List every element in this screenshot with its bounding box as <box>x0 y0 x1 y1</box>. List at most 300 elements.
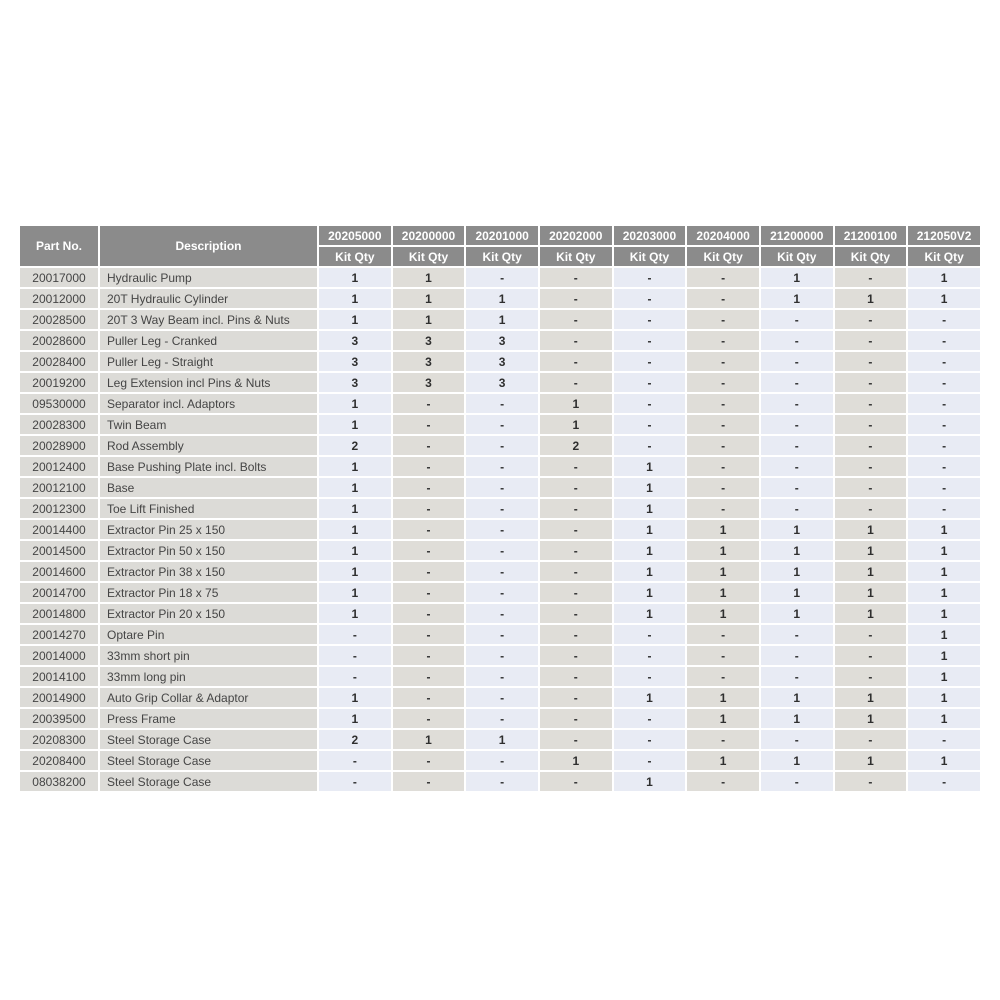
kit-qty-cell: 1 <box>687 562 759 581</box>
kit-qty-cell: 1 <box>319 520 391 539</box>
kit-qty-cell: 1 <box>835 520 907 539</box>
kit-qty-cell: - <box>761 625 833 644</box>
kit-qty-cell: 3 <box>466 373 538 392</box>
kit-qty-cell: 1 <box>835 709 907 728</box>
kit-qty-cell: - <box>687 268 759 287</box>
kit-qty-cell: - <box>687 331 759 350</box>
kit-qty-cell: - <box>687 625 759 644</box>
description-cell: Twin Beam <box>100 415 317 434</box>
kit-qty-cell: 1 <box>835 604 907 623</box>
part-no-cell: 20019200 <box>20 373 98 392</box>
table-row <box>20 646 980 665</box>
table-row <box>20 394 980 413</box>
table-row <box>20 520 980 539</box>
kit-qty-cell: - <box>319 772 391 791</box>
part-no-cell: 20014600 <box>20 562 98 581</box>
table-row <box>20 457 980 476</box>
kit-qty-cell: 1 <box>908 667 980 686</box>
kit-number-header-row <box>20 226 980 245</box>
kit-qty-cell: 1 <box>614 583 686 602</box>
description-cell: Toe Lift Finished <box>100 499 317 518</box>
kit-qty-cell: - <box>687 415 759 434</box>
description-header: Description <box>100 226 317 266</box>
kit-qty-cell: 1 <box>687 709 759 728</box>
description-cell: Extractor Pin 25 x 150 <box>100 520 317 539</box>
part-no-cell: 20028500 <box>20 310 98 329</box>
kit-qty-cell: - <box>466 562 538 581</box>
kit-qty-cell: - <box>761 310 833 329</box>
kit-column-header: 20200000 <box>393 226 465 245</box>
kit-qty-cell: - <box>761 373 833 392</box>
kit-qty-cell: 1 <box>614 772 686 791</box>
kit-qty-cell: - <box>466 583 538 602</box>
kit-qty-cell: 1 <box>319 541 391 560</box>
kit-qty-cell: - <box>540 709 612 728</box>
kit-qty-cell: 1 <box>614 520 686 539</box>
kit-qty-cell: 3 <box>466 352 538 371</box>
kit-qty-cell: 1 <box>761 604 833 623</box>
kit-qty-cell: - <box>466 436 538 455</box>
kit-qty-cell: - <box>687 646 759 665</box>
kit-qty-subheader: Kit Qty <box>908 247 980 266</box>
kit-qty-cell: - <box>761 394 833 413</box>
kit-qty-cell: - <box>614 331 686 350</box>
kit-qty-cell: - <box>835 646 907 665</box>
part-no-cell: 20028300 <box>20 415 98 434</box>
table-row <box>20 583 980 602</box>
kit-qty-cell: - <box>614 667 686 686</box>
kit-qty-cell: - <box>540 541 612 560</box>
kit-qty-cell: 1 <box>908 562 980 581</box>
kit-qty-cell: - <box>687 478 759 497</box>
kit-qty-cell: 1 <box>319 604 391 623</box>
kit-qty-cell: 1 <box>319 709 391 728</box>
kit-qty-cell: - <box>687 667 759 686</box>
kit-qty-cell: 1 <box>614 478 686 497</box>
kit-qty-cell: - <box>761 415 833 434</box>
description-cell: Separator incl. Adaptors <box>100 394 317 413</box>
kit-qty-cell: - <box>466 394 538 413</box>
part-no-cell: 20012300 <box>20 499 98 518</box>
kit-qty-cell: 1 <box>319 562 391 581</box>
kit-qty-cell: 1 <box>540 751 612 770</box>
kit-qty-cell: 1 <box>614 688 686 707</box>
table-row <box>20 688 980 707</box>
kit-qty-cell: - <box>835 352 907 371</box>
kit-qty-cell: 3 <box>393 352 465 371</box>
part-no-cell: 20012000 <box>20 289 98 308</box>
part-no-cell: 20014900 <box>20 688 98 707</box>
kit-qty-cell: - <box>393 499 465 518</box>
kit-qty-cell: 1 <box>835 688 907 707</box>
table-row <box>20 373 980 392</box>
kit-qty-cell: - <box>908 373 980 392</box>
kit-qty-cell: 1 <box>687 541 759 560</box>
description-cell: Rod Assembly <box>100 436 317 455</box>
kit-qty-cell: 2 <box>319 730 391 749</box>
kit-qty-cell: - <box>687 373 759 392</box>
kit-qty-cell: - <box>908 772 980 791</box>
description-cell: Extractor Pin 50 x 150 <box>100 541 317 560</box>
kit-qty-cell: - <box>835 625 907 644</box>
description-cell: Optare Pin <box>100 625 317 644</box>
kit-qty-cell: - <box>393 541 465 560</box>
kit-qty-cell: - <box>761 331 833 350</box>
kit-qty-cell: - <box>319 751 391 770</box>
part-no-cell: 20028600 <box>20 331 98 350</box>
part-no-cell: 20014700 <box>20 583 98 602</box>
kit-qty-cell: 3 <box>393 373 465 392</box>
table-row <box>20 751 980 770</box>
table-row <box>20 268 980 287</box>
part-no-cell: 20014800 <box>20 604 98 623</box>
kit-qty-cell: - <box>835 667 907 686</box>
kit-qty-cell: - <box>835 499 907 518</box>
kit-qty-cell: 1 <box>908 751 980 770</box>
kit-qty-cell: - <box>835 373 907 392</box>
kit-qty-cell: - <box>687 289 759 308</box>
kit-qty-cell: 1 <box>319 583 391 602</box>
kit-qty-cell: - <box>466 688 538 707</box>
kit-qty-cell: - <box>908 394 980 413</box>
kit-qty-cell: 1 <box>761 688 833 707</box>
kit-qty-cell: 1 <box>908 646 980 665</box>
kit-qty-subheader: Kit Qty <box>687 247 759 266</box>
kit-qty-cell: - <box>540 667 612 686</box>
description-cell: Puller Leg - Straight <box>100 352 317 371</box>
description-cell: Auto Grip Collar & Adaptor <box>100 688 317 707</box>
table-body <box>20 268 980 791</box>
kit-qty-cell: - <box>393 415 465 434</box>
kit-qty-subheader: Kit Qty <box>540 247 612 266</box>
kit-qty-cell: - <box>540 289 612 308</box>
kit-qty-cell: - <box>540 310 612 329</box>
kit-qty-cell: 1 <box>908 541 980 560</box>
kit-qty-cell: - <box>687 310 759 329</box>
kit-qty-cell: - <box>614 268 686 287</box>
kit-qty-cell: 1 <box>393 310 465 329</box>
kit-qty-cell: - <box>319 625 391 644</box>
kit-qty-cell: 1 <box>614 457 686 476</box>
kit-column-header: 20204000 <box>687 226 759 245</box>
kit-qty-cell: - <box>761 478 833 497</box>
part-no-cell: 20208300 <box>20 730 98 749</box>
kit-qty-cell: - <box>466 415 538 434</box>
kit-qty-cell: - <box>761 499 833 518</box>
kit-qty-cell: - <box>319 667 391 686</box>
table-row <box>20 289 980 308</box>
kit-qty-cell: 2 <box>319 436 391 455</box>
kit-qty-cell: 1 <box>761 268 833 287</box>
kit-qty-cell: 1 <box>908 289 980 308</box>
kit-qty-cell: - <box>393 478 465 497</box>
kit-qty-cell: 1 <box>319 688 391 707</box>
kit-qty-cell: 1 <box>908 625 980 644</box>
kit-qty-cell: 1 <box>761 709 833 728</box>
kit-qty-cell: 1 <box>319 268 391 287</box>
kit-qty-cell: - <box>540 730 612 749</box>
description-cell: 33mm short pin <box>100 646 317 665</box>
description-cell: Steel Storage Case <box>100 730 317 749</box>
kit-qty-cell: - <box>466 520 538 539</box>
part-no-cell: 20017000 <box>20 268 98 287</box>
kit-qty-subheader: Kit Qty <box>761 247 833 266</box>
part-no-cell: 20014500 <box>20 541 98 560</box>
kit-qty-cell: 1 <box>393 289 465 308</box>
kit-qty-cell: - <box>614 394 686 413</box>
table-row <box>20 709 980 728</box>
kit-qty-cell: - <box>614 310 686 329</box>
kit-qty-subheader: Kit Qty <box>319 247 391 266</box>
description-cell: Extractor Pin 18 x 75 <box>100 583 317 602</box>
kit-qty-cell: - <box>393 646 465 665</box>
kit-quantity-table <box>18 224 982 793</box>
kit-qty-cell: - <box>393 457 465 476</box>
kit-qty-cell: 1 <box>319 457 391 476</box>
kit-qty-cell: - <box>687 457 759 476</box>
kit-qty-cell: - <box>540 772 612 791</box>
description-cell: Base <box>100 478 317 497</box>
kit-column-header: 20203000 <box>614 226 686 245</box>
kit-qty-cell: - <box>614 751 686 770</box>
kit-qty-cell: - <box>908 478 980 497</box>
description-cell: Puller Leg - Cranked <box>100 331 317 350</box>
kit-qty-cell: 3 <box>319 331 391 350</box>
kit-qty-cell: - <box>466 499 538 518</box>
description-cell: Extractor Pin 20 x 150 <box>100 604 317 623</box>
description-cell: Steel Storage Case <box>100 772 317 791</box>
kit-qty-cell: - <box>687 436 759 455</box>
kit-qty-cell: - <box>614 709 686 728</box>
kit-qty-cell: 1 <box>319 310 391 329</box>
description-cell: 20T 3 Way Beam incl. Pins & Nuts <box>100 310 317 329</box>
description-cell: 33mm long pin <box>100 667 317 686</box>
kit-qty-subheader: Kit Qty <box>835 247 907 266</box>
table-row <box>20 352 980 371</box>
kit-qty-cell: - <box>540 457 612 476</box>
kit-qty-cell: 3 <box>393 331 465 350</box>
kit-qty-cell: - <box>687 772 759 791</box>
kit-qty-cell: 1 <box>761 583 833 602</box>
kit-qty-cell: - <box>540 646 612 665</box>
kit-qty-cell: - <box>908 457 980 476</box>
description-cell: Hydraulic Pump <box>100 268 317 287</box>
table-row <box>20 310 980 329</box>
kit-qty-cell: - <box>393 667 465 686</box>
kit-qty-cell: - <box>540 604 612 623</box>
kit-qty-cell: 1 <box>835 289 907 308</box>
kit-qty-cell: - <box>614 415 686 434</box>
kit-qty-cell: 1 <box>687 688 759 707</box>
part-no-cell: 20208400 <box>20 751 98 770</box>
kit-qty-cell: 1 <box>908 268 980 287</box>
description-cell: 20T Hydraulic Cylinder <box>100 289 317 308</box>
kit-qty-cell: - <box>540 268 612 287</box>
kit-qty-cell: - <box>908 415 980 434</box>
kit-qty-cell: - <box>466 751 538 770</box>
kit-qty-cell: - <box>761 730 833 749</box>
table-row <box>20 331 980 350</box>
kit-qty-cell: - <box>908 730 980 749</box>
kit-qty-cell: - <box>835 478 907 497</box>
kit-qty-cell: - <box>393 709 465 728</box>
part-no-cell: 20012400 <box>20 457 98 476</box>
kit-quantity-table-wrap <box>18 224 982 793</box>
kit-column-header: 20201000 <box>466 226 538 245</box>
kit-qty-cell: 1 <box>466 730 538 749</box>
kit-qty-cell: - <box>908 436 980 455</box>
kit-qty-cell: 2 <box>540 436 612 455</box>
kit-qty-cell: 3 <box>319 373 391 392</box>
table-header <box>20 226 980 266</box>
kit-qty-cell: - <box>466 604 538 623</box>
kit-qty-cell: 1 <box>393 268 465 287</box>
kit-qty-cell: - <box>835 730 907 749</box>
kit-qty-subheader: Kit Qty <box>466 247 538 266</box>
kit-qty-cell: - <box>614 352 686 371</box>
kit-qty-cell: - <box>761 667 833 686</box>
kit-qty-cell: - <box>761 352 833 371</box>
kit-qty-cell: - <box>466 478 538 497</box>
kit-qty-cell: 1 <box>687 604 759 623</box>
kit-qty-cell: 1 <box>761 562 833 581</box>
kit-qty-cell: - <box>319 646 391 665</box>
kit-qty-cell: - <box>540 352 612 371</box>
kit-qty-cell: - <box>908 352 980 371</box>
description-cell: Steel Storage Case <box>100 751 317 770</box>
part-no-cell: 20014400 <box>20 520 98 539</box>
kit-qty-cell: - <box>761 772 833 791</box>
kit-qty-cell: - <box>835 394 907 413</box>
kit-qty-cell: 1 <box>687 751 759 770</box>
kit-qty-cell: 1 <box>835 583 907 602</box>
kit-qty-cell: - <box>540 688 612 707</box>
kit-qty-cell: 1 <box>687 520 759 539</box>
table-row <box>20 562 980 581</box>
kit-qty-cell: 1 <box>908 688 980 707</box>
kit-qty-cell: - <box>687 730 759 749</box>
kit-qty-cell: 1 <box>319 415 391 434</box>
kit-qty-cell: 3 <box>319 352 391 371</box>
kit-qty-cell: 1 <box>761 520 833 539</box>
kit-qty-cell: - <box>466 268 538 287</box>
kit-qty-cell: 1 <box>761 541 833 560</box>
table-row <box>20 499 980 518</box>
kit-qty-cell: - <box>614 730 686 749</box>
kit-qty-cell: - <box>835 457 907 476</box>
kit-column-header: 20202000 <box>540 226 612 245</box>
kit-column-header: 21200100 <box>835 226 907 245</box>
part-no-cell: 20039500 <box>20 709 98 728</box>
kit-qty-cell: 1 <box>466 310 538 329</box>
part-no-cell: 20014100 <box>20 667 98 686</box>
kit-qty-cell: - <box>466 625 538 644</box>
kit-qty-cell: - <box>540 562 612 581</box>
table-row <box>20 604 980 623</box>
kit-qty-cell: - <box>687 499 759 518</box>
kit-qty-cell: - <box>393 751 465 770</box>
kit-qty-cell: - <box>393 772 465 791</box>
kit-qty-cell: - <box>614 625 686 644</box>
kit-qty-cell: - <box>466 772 538 791</box>
description-cell: Extractor Pin 38 x 150 <box>100 562 317 581</box>
kit-qty-cell: - <box>466 667 538 686</box>
kit-qty-cell: - <box>540 583 612 602</box>
kit-qty-cell: - <box>761 457 833 476</box>
kit-qty-cell: 1 <box>319 289 391 308</box>
kit-qty-cell: - <box>540 373 612 392</box>
kit-qty-cell: - <box>687 352 759 371</box>
kit-qty-cell: - <box>614 436 686 455</box>
table-row <box>20 730 980 749</box>
kit-qty-cell: - <box>908 499 980 518</box>
kit-qty-cell: 1 <box>540 415 612 434</box>
kit-qty-cell: - <box>835 772 907 791</box>
kit-qty-cell: - <box>614 373 686 392</box>
kit-qty-cell: - <box>614 646 686 665</box>
kit-qty-cell: - <box>393 604 465 623</box>
kit-qty-cell: - <box>540 499 612 518</box>
table-row <box>20 541 980 560</box>
kit-qty-cell: 1 <box>614 562 686 581</box>
kit-qty-cell: - <box>466 646 538 665</box>
part-no-cell: 08038200 <box>20 772 98 791</box>
table-row <box>20 625 980 644</box>
kit-column-header: 21200000 <box>761 226 833 245</box>
kit-qty-cell: 1 <box>835 562 907 581</box>
part-no-cell: 09530000 <box>20 394 98 413</box>
part-no-cell: 20028900 <box>20 436 98 455</box>
kit-qty-subheader: Kit Qty <box>393 247 465 266</box>
table-row <box>20 436 980 455</box>
kit-qty-cell: 1 <box>319 478 391 497</box>
kit-qty-cell: - <box>835 436 907 455</box>
description-cell: Press Frame <box>100 709 317 728</box>
kit-qty-cell: 1 <box>614 604 686 623</box>
part-no-cell: 20014000 <box>20 646 98 665</box>
table-row <box>20 667 980 686</box>
kit-qty-cell: - <box>908 310 980 329</box>
kit-qty-cell: - <box>835 331 907 350</box>
description-cell: Leg Extension incl Pins & Nuts <box>100 373 317 392</box>
kit-qty-cell: 3 <box>466 331 538 350</box>
part-no-cell: 20028400 <box>20 352 98 371</box>
kit-qty-cell: - <box>614 289 686 308</box>
kit-qty-cell: - <box>393 688 465 707</box>
kit-qty-cell: - <box>540 478 612 497</box>
kit-qty-cell: - <box>393 436 465 455</box>
kit-qty-cell: 1 <box>761 751 833 770</box>
kit-qty-cell: - <box>466 457 538 476</box>
kit-qty-cell: - <box>540 625 612 644</box>
kit-qty-cell: 1 <box>908 583 980 602</box>
kit-qty-cell: 1 <box>319 394 391 413</box>
kit-qty-subheader: Kit Qty <box>614 247 686 266</box>
kit-qty-cell: 1 <box>614 541 686 560</box>
kit-qty-cell: - <box>466 709 538 728</box>
part-no-cell: 20014270 <box>20 625 98 644</box>
kit-qty-cell: 1 <box>466 289 538 308</box>
kit-qty-cell: - <box>540 520 612 539</box>
kit-qty-cell: 1 <box>908 520 980 539</box>
kit-qty-cell: 1 <box>393 730 465 749</box>
kit-qty-cell: - <box>761 646 833 665</box>
table-row <box>20 415 980 434</box>
kit-qty-cell: 1 <box>908 709 980 728</box>
part-no-cell: 20012100 <box>20 478 98 497</box>
kit-qty-cell: - <box>393 583 465 602</box>
kit-qty-cell: - <box>835 415 907 434</box>
